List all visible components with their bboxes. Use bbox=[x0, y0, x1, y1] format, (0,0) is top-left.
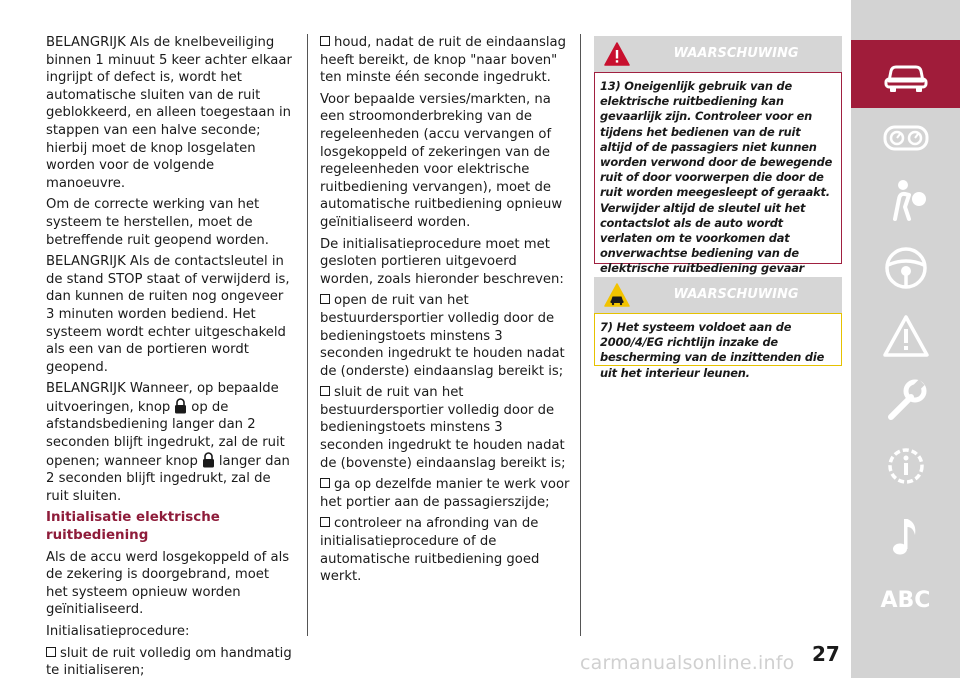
list-item: open de ruit van het bestuurdersportier volledig door de bedieningstoets minstens 3 seconden ingedrukt te houden nadat de (onderste) eindaanslag bereikt is; bbox=[320, 293, 565, 379]
warning-header bbox=[594, 36, 842, 72]
sidebar-item-multimedia[interactable] bbox=[851, 508, 960, 564]
index-label: ABC bbox=[880, 587, 931, 613]
warning-triangle-icon bbox=[881, 313, 931, 359]
paragraph-with-icons bbox=[46, 380, 294, 505]
checkbox-bullet-icon bbox=[320, 517, 330, 527]
paragraph: BELANGRIJK Als de contactsleutel in de stand STOP staat of verwijderd is, dan kunnen de ruiten nog ongeveer 3 minuten worden bediend. Het systeem wordt echter uitgeschakeld als een van de portieren wordt geopend. bbox=[46, 254, 290, 375]
warning-box-caution bbox=[594, 277, 842, 380]
warning-title: WAARSCHUWING bbox=[673, 287, 799, 302]
list-item: sluit de ruit van het bestuurdersportier volledig door de bedieningstoets minstens 3 seconden ingedrukt te houden nadat de (bovenste) eindaanslag bereikt is; bbox=[320, 385, 566, 471]
warning-ref: 13) bbox=[600, 79, 621, 93]
airbag-person-icon bbox=[881, 177, 931, 223]
warning-text: 13) Oneigenlijk gebruik van de elektrische ruitbediening kan gevaarlijk zijn. Controleer voor en tijdens het bedienen van de ruit altijd of de passagiers niet kunnen worden verwond door de bewegende ruit of door voorwerpen die door de ruit worden meegesleept of geraakt. Verwijder altijd de sleutel uit het contactslot als de auto wordt verlaten om te voorkomen dat onverwachtse bediening van de elektrische ruitbediening gevaar bbox=[594, 72, 842, 264]
text-column-2 bbox=[320, 34, 570, 590]
sidebar-item-vehicle[interactable] bbox=[851, 40, 960, 108]
lock-icon bbox=[202, 452, 215, 468]
warning-title: WAARSCHUWING bbox=[673, 46, 799, 61]
steering-wheel-icon bbox=[881, 245, 931, 291]
checkbox-bullet-icon bbox=[320, 386, 330, 396]
sidebar-item-index[interactable] bbox=[851, 572, 960, 628]
lock-icon bbox=[174, 398, 187, 414]
music-note-icon bbox=[881, 513, 931, 559]
paragraph: Om de correcte werking van het systeem te herstellen, moet de betreffende ruit geopend worden. bbox=[46, 197, 269, 248]
warning-ref: 7) bbox=[600, 320, 613, 334]
paragraph-part: op de afstandsbediening langer dan 2 seconden blijft ingedrukt, zal de ruit openen; wanneer knop bbox=[46, 399, 285, 469]
info-gear-icon bbox=[881, 443, 931, 489]
watermark: carmanualsonline.info bbox=[580, 652, 795, 674]
warning-box-danger bbox=[594, 36, 842, 276]
chapter-sidebar bbox=[851, 0, 960, 678]
checkbox-bullet-icon bbox=[46, 647, 56, 657]
sidebar-item-safety[interactable] bbox=[851, 172, 960, 228]
sidebar-item-emergency[interactable] bbox=[851, 308, 960, 364]
paragraph: Initialisatieprocedure: bbox=[46, 624, 190, 639]
paragraph-part: langer dan 2 seconden blijft ingedrukt, zal de ruit sluiten. bbox=[46, 453, 290, 504]
checkbox-bullet-icon bbox=[320, 478, 330, 488]
paragraph: Voor bepaalde versies/markten, na een stroomonderbreking van de regeleenheden (accu vervangen of losgekoppeld of zekeringen van de regeleenheden voor elektrische ruitbediening vervangen), moet de automatische ruitbediening opnieuw geïnitialiseerd worden. bbox=[320, 91, 563, 230]
checkbox-bullet-icon bbox=[320, 36, 330, 46]
column-divider bbox=[307, 34, 308, 636]
list-item: houd, nadat de ruit de eindaanslag heeft bereikt, de knop "naar boven" ten minste één seconde ingedrukt. bbox=[320, 35, 566, 86]
paragraph-part: BELANGRIJK Wanneer, op bepaalde uitvoeringen, knop bbox=[46, 381, 279, 415]
sidebar-item-specifications[interactable] bbox=[851, 438, 960, 494]
sidebar-item-driving[interactable] bbox=[851, 240, 960, 296]
list-item: ga op dezelfde manier te werk voor het portier aan de passagierszijde; bbox=[320, 477, 570, 510]
dashboard-icon bbox=[881, 115, 931, 161]
warning-header bbox=[594, 277, 842, 313]
section-heading: Initialisatie elektrische ruitbediening bbox=[46, 510, 220, 544]
warning-text: 7) Het systeem voldoet aan de 2000/4/EG richtlijn inzake de bescherming van de inzittenden die uit het interieur leunen. bbox=[594, 313, 842, 366]
list-item: sluit de ruit volledig om handmatig te initialiseren; bbox=[46, 645, 292, 678]
checkbox-bullet-icon bbox=[320, 294, 330, 304]
page-number: 27 bbox=[812, 642, 840, 666]
sidebar-item-maintenance[interactable] bbox=[851, 372, 960, 428]
sidebar-item-dashboard[interactable] bbox=[851, 110, 960, 166]
list-item: controleer na afronding van de initialisatieprocedure of de automatische ruitbediening goed werkt. bbox=[320, 516, 540, 585]
column-divider bbox=[580, 34, 581, 636]
text-column-1 bbox=[46, 34, 294, 678]
paragraph: BELANGRIJK Als de knelbeveiliging binnen 1 minuut 5 keer achter elkaar ingrijpt of defect is, wordt het automatische sluiten van de ruit geblokkeerd, en alleen toegestaan in stappen van een halve seconde; hierbij moet de knop losgelaten worden voor de volgende manoeuvre. bbox=[46, 35, 292, 191]
paragraph: Als de accu werd losgekoppeld of als de zekering is doorgebrand, moet het systeem opnieuw worden geïnitialiseerd. bbox=[46, 549, 290, 618]
wrench-icon bbox=[881, 377, 931, 423]
paragraph: De initialisatieprocedure moet met gesloten portieren uitgevoerd worden, zoals hieronder beschreven: bbox=[320, 236, 564, 287]
car-icon bbox=[881, 51, 931, 97]
